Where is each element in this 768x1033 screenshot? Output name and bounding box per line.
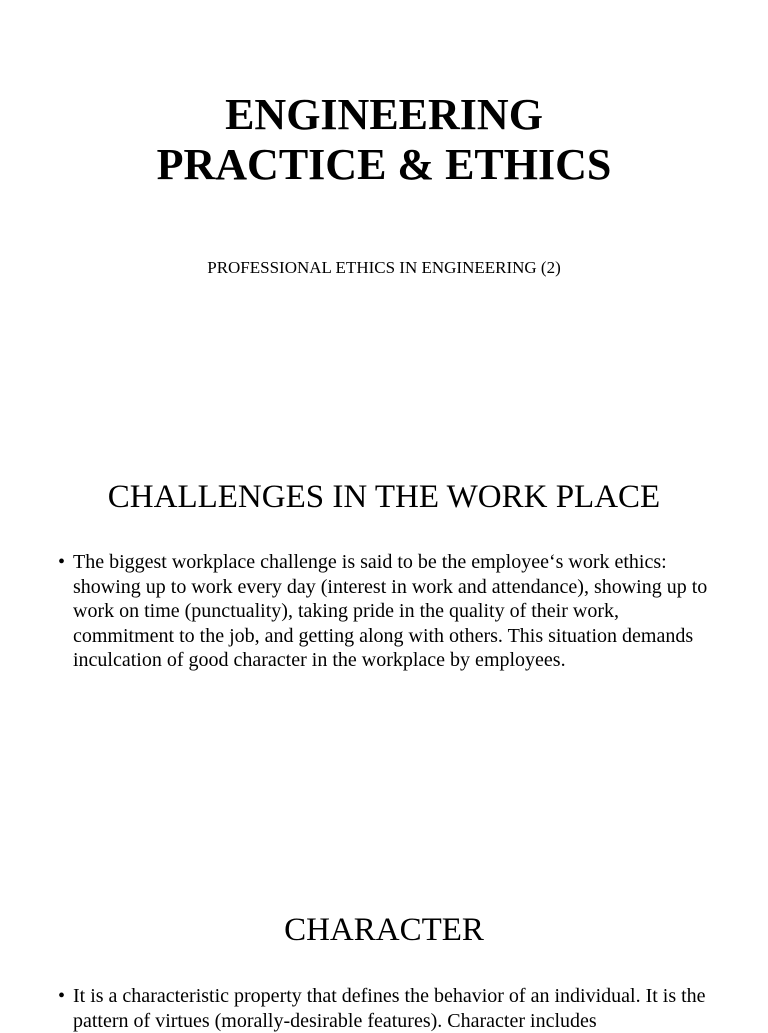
title-line-2: PRACTICE & ETHICS — [156, 140, 612, 189]
page-title — [0, 90, 768, 190]
bullet-text: The biggest workplace challenge is said to be the employee‘s work ethics: showing up to work every day (interest in work and attendance), showing up to work on time (punctuality), taking pride in the quality of their work, commitment to the job, and getting along with others. This situation demands inculcation of good character in the workplace by employees. — [73, 551, 708, 671]
section-heading-challenges: CHALLENGES IN THE WORK PLACE — [107, 479, 661, 515]
bullet-text: It is a characteristic property that defines the behavior of an individual. It is the pattern of virtues (morally-desirable features). Character includes — [73, 985, 706, 1032]
title-line-1: ENGINEERING — [225, 90, 543, 139]
bullet-marker: • — [58, 985, 66, 1007]
bullet-item-challenges — [58, 550, 708, 673]
bullet-marker: • — [58, 551, 66, 573]
page-subtitle: PROFESSIONAL ETHICS IN ENGINEERING (2) — [207, 258, 561, 277]
section-heading-character: CHARACTER — [284, 912, 484, 948]
bullet-item-character — [58, 984, 708, 1033]
